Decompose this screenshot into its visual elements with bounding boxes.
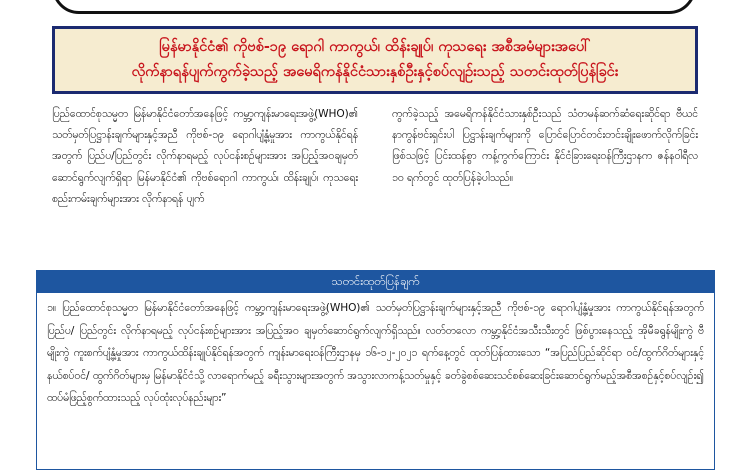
top-decorative-frame: [52, 0, 696, 14]
press-release-box: [36, 270, 715, 470]
press-release-heading: သတင်းထုတ်ပြန်ချက်: [37, 271, 714, 293]
headline-line-2: လိုက်နာရန်ပျက်ကွက်ခဲ့သည့် အမေရိကန်နိုင်ငံသားနှစ်ဦးနှင့်စပ်လျဉ်းသည့် သတင်းထုတ်ပြန်ခြင်း: [131, 64, 619, 80]
article-columns: [52, 104, 698, 254]
press-release-body: ၁။ ပြည်ထောင်စုသမ္မတ မြန်မာနိုင်ငံတော်အနေဖြင့် ကမ္ဘာ့ကျန်းမာရေးအဖွဲ့(WHO)၏ သတ်မှတ်ပြဋ္ဌာန်းချက်များနှင့်အညီ ကိုဗစ်-၁၉ ရောဂါပျံ့နှံ့မှုအား ကာကွယ်နိုင်ရန်အတွက် ပြည်ပ/ ပြည်တွင်း လိုက်နာရမည့် လုပ်ငန်းစဉ်များအား အပြည့်အဝ ချမှတ်ဆောင်ရွက်လျက်ရှိသည်။ လတ်တလော ကမ္ဘာ့နိုင်ငံအသီးသီးတွင် ဖြစ်ပွားနေသည့် အိုမီခရွန်မျိုးကွဲ ဗီမျိုးကွဲ ကူးစက်ပျံ့နှံ့မှုအား ကာကွယ်ထိန်းချုပ်နိုင်ရန်အတွက် ကျန်းမာရေးဝန်ကြီးဌာနမှ ၁၆-၁၂-၂၀၂၁ ရက်နေ့တွင် ထုတ်ပြန်ထားသော “အပြည်ပြည်ဆိုင်ရာ ဝင်/ထွက်ဂိတ်များနှင့် နယ်စပ်ဝင်/ ထွက်ဂိတ်များမှ မြန်မာနိုင်ငံသို့ လာရောက်မည့် ခရီးသွားများအတွက် အသွားလာကန့်သတ်မှုနှင့် ခတ်ခွဲစစ်ဆေးသင်စစ်ဆေးခြင်းဆောင်ရွက်မည့်အစီအစဉ်နှင့်စပ်လျဉ်း၍ ထပ်မံဖြည့်စွက်ထားသည့် လုပ်ထုံးလုပ်နည်းများ”: [47, 302, 704, 404]
headline-box: [52, 26, 698, 94]
headline-line-1: မြန်မာနိုင်ငံ၏ ကိုဗစ်-၁၉ ရောဂါ ကာကွယ်၊ ထိန်းချုပ်၊ ကုသရေး အစီအမံများအပေါ်: [159, 39, 591, 55]
article-column-right: ကွက်ခဲ့သည့် အမေရိကန်နိုင်ငံသားနှစ်ဦးသည် သံတမန်ဆက်ဆံရေးဆိုင်ရာ ဗီယင်နာကွန်ဗင်းရှင်းပါ ပြဋ္ဌာန်းချက်များကို ပြောင်ပြောင်တင်းတင်းချိုးဖောက်လိုက်ခြင်းဖြစ်သဖြင့် ပြင်းထန်စွာ ကန့်ကွက်ကြောင်း နိုင်ငံခြားရေးဝန်ကြီးဌာနက ဇန်နဝါရီလ ၁၀ ရက်တွင် ထုတ်ပြန်ခဲ့ပါသည်။: [392, 108, 698, 184]
article-column-left: ပြည်ထောင်စုသမ္မတ မြန်မာနိုင်ငံတော်အနေဖြင့် ကမ္ဘာ့ကျန်းမာရေးအဖွဲ့(WHO)၏ သတ်မှတ်ပြဋ္ဌာန်းချက်များနှင့်အညီ ကိုဗစ်-၁၉ ရောဂါပျံ့နှံ့မှုအား ကာကွယ်နိုင်ရန်အတွက် ပြည်ပ/ပြည်တွင်း လိုက်နာရမည့် လုပ်ငန်းစဉ်များအား အပြည့်အဝချမှတ်ဆောင်ရွက်လျက်ရှိရာ မြန်မာနိုင်ငံ၏ ကိုဗစ်ရောဂါ ကာကွယ်၊ ထိန်းချုပ်၊ ကုသရေးစည်းကမ်းချက်များအား လိုက်နာရန် ပျက်: [52, 108, 358, 205]
